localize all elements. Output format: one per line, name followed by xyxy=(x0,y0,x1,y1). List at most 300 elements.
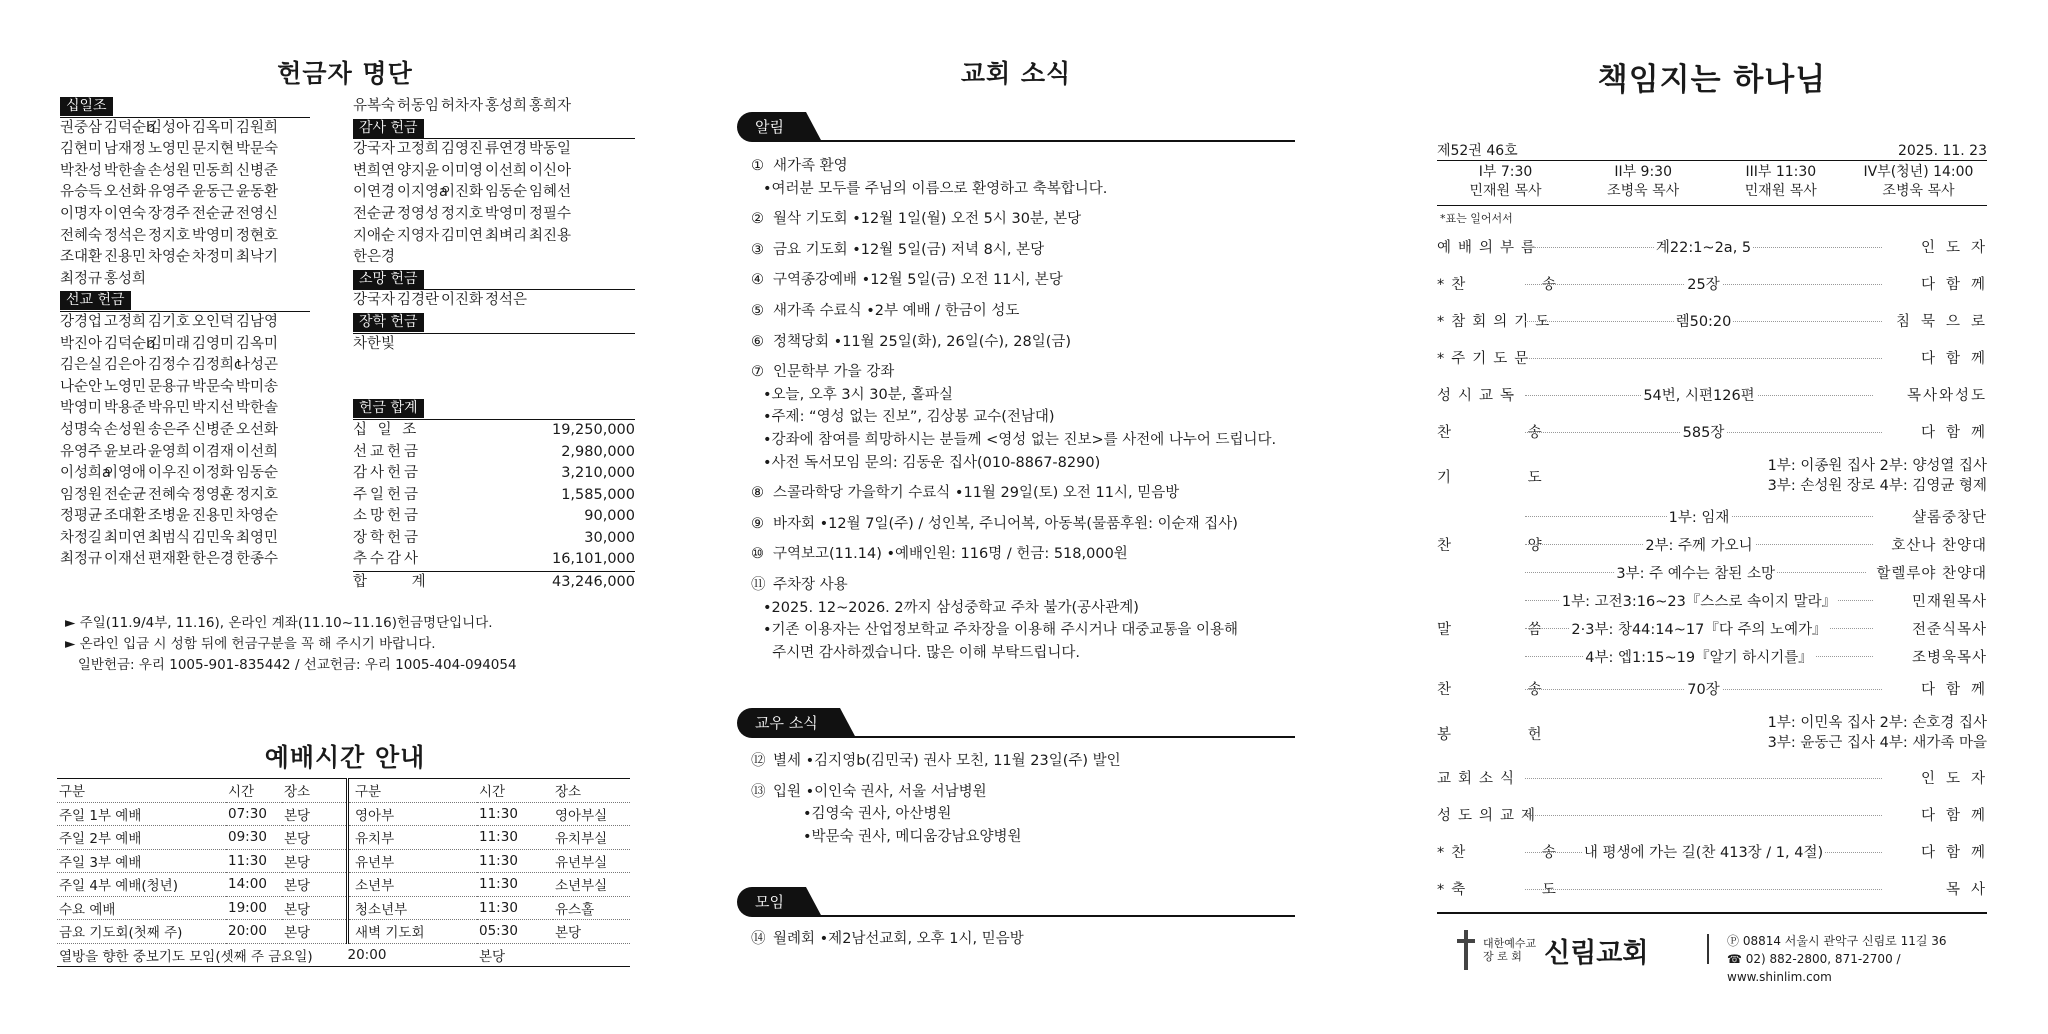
divider xyxy=(797,140,1295,142)
donor-name: 이진화 xyxy=(441,184,484,201)
donor-name: 오인덕 xyxy=(192,313,235,330)
order-content xyxy=(1515,558,1876,586)
member-news-list xyxy=(751,750,1121,856)
church-address xyxy=(1727,932,1987,986)
donor-name: 김현미 xyxy=(60,141,103,158)
order-detail: 1부: 임재 xyxy=(1667,506,1732,527)
table-cell: 본당 xyxy=(282,826,348,850)
donor-name: 김영미 xyxy=(192,335,235,352)
order-content xyxy=(1515,642,1883,670)
church-footer xyxy=(1437,912,1987,984)
donor-name: 김원희 xyxy=(236,119,279,136)
donor-name: 박진아 xyxy=(60,335,103,352)
donor-name: 전영신 xyxy=(236,205,279,222)
donor-name: 이선희 xyxy=(236,443,279,460)
col-header: 구분 xyxy=(348,779,478,803)
donor-name: 조대환 xyxy=(104,508,147,525)
notice-label: 알림 xyxy=(737,112,806,142)
donor-name: 박영미 xyxy=(60,400,103,417)
name-row xyxy=(60,247,310,269)
spacer xyxy=(751,292,1276,300)
sum-value: 3,210,000 xyxy=(561,465,635,482)
order-detail: 585장 xyxy=(1681,421,1727,442)
donor-name: 김기호 xyxy=(148,313,191,330)
item-number: ⑫ xyxy=(751,753,766,769)
donor-name: 윤영희 xyxy=(148,443,191,460)
table-cell: 주일 4부 예배(청년) xyxy=(57,873,226,897)
sum-label: 감사헌금 xyxy=(353,465,422,482)
donor-name: 정평균 xyxy=(60,508,103,525)
name-row xyxy=(353,182,635,204)
donor-name: 고정희 xyxy=(104,313,147,330)
spacer xyxy=(751,505,1276,513)
order-person-line: 1부: 이민옥 집사 2부: 손호경 집사 xyxy=(1767,715,1987,731)
order-leader: 다함께 xyxy=(1920,845,1996,861)
item-text: 스콜라학당 가을학기 수료식 •11월 29일(토) 오전 11시, 믿음방 xyxy=(773,485,1180,502)
order-label: 성도의교제 xyxy=(1437,808,1543,824)
order-person-line: 1부: 이종원 집사 2부: 양성열 집사 xyxy=(1767,458,1987,474)
sum-value: 90,000 xyxy=(584,508,635,525)
member-news-label: 교우 소식 xyxy=(737,708,840,738)
item-text: 정책당회 •11월 25일(화), 26일(수), 28일(금) xyxy=(773,333,1072,350)
sum-label: 선교헌금 xyxy=(353,443,422,460)
table-cell: 11:30 xyxy=(477,826,553,850)
order-content xyxy=(1515,339,1892,376)
table-cell: 20:00 xyxy=(348,943,478,967)
donor-name: 진용민 xyxy=(192,508,235,525)
offering-category-label: 선교 헌금 xyxy=(60,291,131,310)
table-cell: 19:00 xyxy=(226,896,282,920)
donor-name: 박문숙 xyxy=(236,141,279,158)
meeting-label: 모임 xyxy=(737,887,806,917)
sum-label: 소망헌금 xyxy=(353,508,422,525)
donor-name: 윤보라 xyxy=(104,443,147,460)
order-label: 기 도 xyxy=(1437,469,1549,486)
name-row xyxy=(60,334,310,356)
news-item xyxy=(751,269,1276,292)
donor-name: 박영미 xyxy=(192,227,235,244)
donor-name: 전순균 xyxy=(353,205,396,222)
spacer xyxy=(751,773,1121,781)
table-cell: 소년부 xyxy=(348,873,478,897)
church-logo xyxy=(1457,930,1648,970)
spacer xyxy=(751,848,1121,856)
sum-value: 16,101,000 xyxy=(551,551,635,568)
news-item xyxy=(751,208,1276,231)
table-cell: 11:30 xyxy=(226,849,282,873)
worship-schedule-table xyxy=(57,778,630,967)
donor-name: 권중삼 xyxy=(60,119,103,136)
sum-label: 추수감사 xyxy=(353,551,422,568)
donor-name: 이진화 xyxy=(441,292,484,309)
order-label: 찬 양 xyxy=(1437,538,1549,554)
sum-label: 십 일 조 xyxy=(353,421,420,438)
name-row xyxy=(60,485,310,507)
spacer xyxy=(751,200,1276,208)
order-person-line: 3부: 손성원 장로 4부: 김영균 형제 xyxy=(1767,478,1987,494)
dotted-leader xyxy=(1525,778,1882,779)
table-cell: 본당 xyxy=(282,873,348,897)
offering-category-label: 장학 헌금 xyxy=(353,313,424,332)
donor-name: 박영미 xyxy=(485,205,528,222)
item-text: 월삭 기도회 •12월 1일(월) 오전 5시 30분, 본당 xyxy=(773,211,1082,228)
name-row xyxy=(353,204,635,226)
offering-sum-row xyxy=(353,420,635,442)
order-content xyxy=(1515,759,1892,796)
donor-name: 박지선 xyxy=(192,400,235,417)
item-number: ⑬ xyxy=(751,783,766,800)
table-cell: 유년부 xyxy=(348,849,478,873)
donor-name: 진용민 xyxy=(104,249,147,266)
donor-name: 한종수 xyxy=(236,551,279,568)
notice-section-bar xyxy=(737,112,1295,142)
order-content xyxy=(1515,413,1892,450)
donor-name: 한은경 xyxy=(192,551,235,568)
dotted-leader xyxy=(1525,815,1882,816)
news-item xyxy=(751,331,1276,354)
sum-label: 주일헌금 xyxy=(353,486,422,503)
order-leader: 침묵으로 xyxy=(1895,314,1996,330)
name-row xyxy=(60,549,310,571)
spacer xyxy=(751,353,1276,361)
name-row xyxy=(60,118,310,140)
donor-name: 편재환 xyxy=(148,551,191,568)
worship-sub-row xyxy=(1437,614,1987,642)
donor-name: 손성원 xyxy=(104,421,147,438)
order-detail: 70장 xyxy=(1685,678,1721,699)
donor-name: 정현호 xyxy=(236,227,279,244)
donor-name: 이명자 xyxy=(60,205,103,222)
order-content xyxy=(1515,870,1892,907)
order-leader: 목사와성도 xyxy=(1906,388,1987,404)
item-number: ⑧ xyxy=(751,485,764,502)
order-detail: 2·3부: 창44:14~17『다 주의 노예가』 xyxy=(1569,618,1828,639)
table-cell: 유치부 xyxy=(348,826,478,850)
donor-name: 양지윤 xyxy=(397,162,440,179)
col-header: 시간 xyxy=(477,779,553,803)
offering-title: 헌금자 명단 xyxy=(277,59,413,88)
donor-name: 류연경 xyxy=(485,141,528,158)
order-content xyxy=(1515,670,1892,707)
order-content xyxy=(1515,833,1892,870)
offering-category-label: 감사 헌금 xyxy=(353,119,424,138)
item-number: ⑨ xyxy=(751,515,764,532)
table-cell: 소년부실 xyxy=(553,873,630,897)
donor-name: 강국자 xyxy=(353,292,396,309)
offering-notes xyxy=(65,613,517,676)
name-row xyxy=(60,204,310,226)
name-row xyxy=(353,334,635,356)
order-content xyxy=(1515,228,1892,265)
name-row xyxy=(60,161,310,183)
news-item xyxy=(751,781,1121,804)
table-cell: 본당 xyxy=(282,849,348,873)
item-text: 주차장 사용 xyxy=(773,576,848,593)
donor-name: 이재선 xyxy=(104,551,147,568)
donor-name: 최낙기 xyxy=(236,249,279,266)
item-text: 바자회 •12월 7일(주) / 성인복, 주니어복, 아동복(물품후원: 이순재 집사) xyxy=(773,515,1238,532)
offering-category-label: 소망 헌금 xyxy=(353,270,424,289)
item-detail: •사전 독서모임 문의: 김동운 집사(010-8867-8290) xyxy=(763,454,1101,471)
donor-name: 임혜선 xyxy=(529,184,572,201)
table-row xyxy=(57,896,630,920)
donor-name: 유복숙 xyxy=(353,98,396,114)
table-cell: 본당 xyxy=(477,943,630,967)
donor-name: 전혜숙 xyxy=(60,227,103,244)
sum-value: 19,250,000 xyxy=(551,421,635,438)
donor-name: 김정희c xyxy=(192,357,242,374)
service-times xyxy=(1437,163,1987,201)
offering-category-label: 헌금 합계 xyxy=(353,399,424,418)
note-line: ► 주일(11.9/4부, 11.16), 온라인 계좌(11.10~11.16)헌금명단입니다. xyxy=(65,615,493,631)
name-row xyxy=(60,528,310,550)
table-cell: 11:30 xyxy=(477,802,553,826)
news-item xyxy=(751,239,1276,262)
table-cell: 11:30 xyxy=(477,896,553,920)
donor-name: 문지현 xyxy=(192,141,235,158)
divider xyxy=(797,736,1295,738)
table-header-row xyxy=(57,779,630,803)
name-row xyxy=(60,398,310,420)
donor-name: 차영순 xyxy=(148,249,191,266)
divider xyxy=(797,915,1295,917)
table-cell: 본당 xyxy=(282,920,348,944)
donor-name: 최벼리 xyxy=(485,227,528,244)
donor-name: 정지호 xyxy=(236,486,279,503)
donor-name: 지애순 xyxy=(353,227,396,244)
table-row xyxy=(57,873,630,897)
donor-name: 유영주 xyxy=(60,443,103,460)
spacer xyxy=(751,231,1276,239)
order-leader: 다함께 xyxy=(1920,425,1996,441)
table-cell: 11:30 xyxy=(477,849,553,873)
donor-name: 박용준 xyxy=(104,400,147,417)
donor-name: 홍희자 xyxy=(529,98,572,114)
service-time-1: I부 7:30 민재원 목사 xyxy=(1469,164,1542,199)
donor-name: 박동일 xyxy=(529,141,572,158)
order-label: 예배의부름 xyxy=(1437,240,1543,256)
donor-name: 임동순 xyxy=(485,184,528,201)
order-detail: 2부: 주께 가오니 xyxy=(1643,534,1754,555)
order-leader: 다함께 xyxy=(1920,351,1996,367)
item-number: ⑩ xyxy=(751,546,764,563)
worship-order-row xyxy=(1437,450,1987,502)
order-leader: 민재원목사 xyxy=(1911,593,1987,610)
donor-name: 조병윤 xyxy=(148,508,191,525)
order-content xyxy=(1515,796,1892,833)
table-cell: 주일 2부 예배 xyxy=(57,826,226,850)
item-number: ⑤ xyxy=(751,302,764,319)
order-label: *주기도문 xyxy=(1437,351,1536,367)
sermon-title: 책임지는 하나님 xyxy=(1597,62,1827,98)
order-label: 찬 송 xyxy=(1437,425,1549,441)
order-content xyxy=(1515,302,1892,339)
order-leader: 목사 xyxy=(1945,882,1996,898)
item-number: ④ xyxy=(751,272,764,289)
donor-name: 강경업 xyxy=(60,313,103,330)
worship-sub-row xyxy=(1437,530,1987,558)
col-header: 장소 xyxy=(553,779,630,803)
item-text: 구역종강예배 •12월 5일(금) 오전 11시, 본당 xyxy=(773,272,1063,289)
worship-order-row xyxy=(1437,228,1996,265)
name-row xyxy=(353,161,635,183)
order-content xyxy=(1515,530,1883,558)
notice-list xyxy=(751,155,1276,672)
item-detail: •오늘, 오후 3시 30분, 홀파실 xyxy=(763,386,953,403)
donor-name: 정지호 xyxy=(441,205,484,222)
address-line: Ⓟ 08814 서울시 관악구 신림로 11길 36 xyxy=(1727,934,1947,948)
table-cell: 새벽 기도회 xyxy=(348,920,478,944)
order-leader: 샬롬중창단 xyxy=(1911,509,1987,526)
total-label: 합 계 xyxy=(353,574,446,591)
item-text: 별세 •김지영b(김민국) 권사 모친, 11월 23일(주) 발인 xyxy=(773,753,1121,769)
table-cell: 유스홀 xyxy=(553,896,630,920)
order-detail: 25장 xyxy=(1685,273,1721,294)
bulletin-date: 2025. 11. 23 xyxy=(1897,143,1987,159)
bulletin-meta xyxy=(1437,142,1987,206)
item-detail: •주제: “영성 없는 진보”, 김상봉 교수(전남대) xyxy=(763,409,1055,426)
order-detail: 4부: 엡1:15~19『알기 하시기를』 xyxy=(1583,646,1815,667)
worship-sub-row xyxy=(1437,502,1987,530)
spacer xyxy=(353,355,635,377)
worship-order-row xyxy=(1437,870,1996,907)
news-item xyxy=(751,750,1121,773)
news-item xyxy=(751,513,1276,536)
name-row xyxy=(60,463,310,485)
service-time-2: II부 9:30 조병욱 목사 xyxy=(1607,164,1680,199)
name-row xyxy=(60,139,310,161)
donor-name: 장경주 xyxy=(148,205,191,222)
stand-note: *표는 일어서서 xyxy=(1440,212,1513,225)
donor-name: 이겸재 xyxy=(192,443,235,460)
item-text: 월례회 •제2남선교회, 오후 1시, 믿음방 xyxy=(773,931,1024,947)
worship-sub-row xyxy=(1437,558,1987,586)
table-cell: 주일 3부 예배 xyxy=(57,849,226,873)
order-label: *찬 송 xyxy=(1437,845,1563,861)
offering-category-header xyxy=(353,118,635,140)
name-row xyxy=(60,442,310,464)
donor-name: 박유민 xyxy=(148,400,191,417)
donor-name: 이성희a xyxy=(60,465,111,482)
table-cell: 본당 xyxy=(282,802,348,826)
member-section-bar xyxy=(737,708,1295,738)
spacer xyxy=(751,535,1276,543)
service-time-4: IV부(청년) 14:00 조병욱 목사 xyxy=(1863,164,1974,199)
donor-name: 전혜숙 xyxy=(148,486,191,503)
news-item xyxy=(751,543,1276,566)
name-row xyxy=(60,182,310,204)
order-leader: 인도자 xyxy=(1920,240,1996,256)
donor-name: 이연경 xyxy=(353,184,396,201)
donor-name: 신병준 xyxy=(192,421,235,438)
donor-name: 전순균 xyxy=(192,205,235,222)
item-number: ⑥ xyxy=(751,333,764,350)
name-row xyxy=(60,377,310,399)
order-label: 성시교독 xyxy=(1437,388,1522,404)
worship-order-row xyxy=(1437,302,1996,339)
worship-order-group xyxy=(1437,586,1987,670)
order-content xyxy=(1515,614,1883,642)
item-detail: •2025. 12~2026. 2까지 삼성중학교 주차 불가(공사관계) xyxy=(763,599,1139,616)
note-line: ► 온라인 입금 시 성함 뒤에 헌금구분을 꼭 해 주시기 바랍니다. xyxy=(65,636,436,652)
offering-category-header xyxy=(353,269,635,291)
name-row xyxy=(60,312,310,334)
table-cell: 수요 예배 xyxy=(57,896,226,920)
offering-category-header xyxy=(353,312,635,334)
worship-order-row xyxy=(1437,670,1996,707)
donor-name: 김영진 xyxy=(441,141,484,158)
item-text: 구역보고(11.14) •예배인원: 116명 / 헌금: 518,000원 xyxy=(773,546,1128,563)
news-item xyxy=(751,574,1276,597)
col-header: 시간 xyxy=(226,779,282,803)
news-item xyxy=(751,928,1024,951)
donor-name: 이신아 xyxy=(529,162,572,179)
table-row xyxy=(57,920,630,944)
total-value: 43,246,000 xyxy=(551,574,635,591)
table-cell: 영아부 xyxy=(348,802,478,826)
offering-category-header xyxy=(60,290,310,312)
meeting-list xyxy=(751,928,1024,959)
worship-sub-row xyxy=(1437,642,1987,670)
offering-left-column xyxy=(60,96,310,571)
donor-name: 최정규 xyxy=(60,270,103,287)
donor-name: 박미송 xyxy=(236,378,279,395)
item-detail: •김영숙 권사, 아산병원 xyxy=(803,806,952,823)
donor-name: 정영성 xyxy=(397,205,440,222)
table-cell: 열방을 향한 중보기도 모임(셋째 주 금요일) xyxy=(57,943,348,967)
service-time-3: III부 11:30 민재원 목사 xyxy=(1744,164,1817,199)
order-label: *축 도 xyxy=(1437,882,1563,898)
table-cell: 청소년부 xyxy=(348,896,478,920)
worship-order-row xyxy=(1437,759,1996,796)
order-detail: 1부: 고전3:16~23『스스로 속이지 말라』 xyxy=(1560,590,1838,611)
cross-icon xyxy=(1457,930,1475,970)
news-title: 교회 소식 xyxy=(960,59,1072,88)
donor-name: 김민욱 xyxy=(192,529,235,546)
donor-name: 손성원 xyxy=(148,162,191,179)
donor-name: 변희연 xyxy=(353,162,396,179)
item-detail: •기존 이용자는 산업정보학교 주차장을 이용해 주시거나 대중교통을 이용해 xyxy=(763,622,1239,639)
donor-name: 나순안 xyxy=(60,378,103,395)
donor-name: 신병준 xyxy=(236,162,279,179)
donor-name: 정필수 xyxy=(529,205,572,222)
table-cell: 07:30 xyxy=(226,802,282,826)
item-detail: •강좌에 참여를 희망하시는 분들께 <영성 없는 진보>를 사전에 나누어 드립니다. xyxy=(763,431,1277,448)
donor-name: 김은아 xyxy=(104,357,147,374)
donor-name: 윤동환 xyxy=(236,184,279,201)
order-detail: 54번, 시편126편 xyxy=(1641,384,1756,405)
order-detail: 내 평생에 가는 길(찬 413장 / 1, 4절) xyxy=(1582,841,1825,862)
spacer xyxy=(751,474,1276,482)
offering-total-row xyxy=(353,571,635,594)
table-cell: 주일 1부 예배 xyxy=(57,802,226,826)
news-item xyxy=(751,361,1276,384)
order-detail: 렘50:20 xyxy=(1674,310,1734,331)
item-number: ⑦ xyxy=(751,364,764,381)
name-row xyxy=(353,96,635,118)
donor-name: 김성아 xyxy=(148,119,191,136)
volume-number: 제52권 46호 xyxy=(1437,143,1518,159)
order-of-worship xyxy=(1437,228,1996,907)
donor-name: 민동희 xyxy=(192,162,235,179)
spacer xyxy=(751,951,1024,959)
donor-name: 박한솔 xyxy=(236,400,279,417)
donor-name: 이정화 xyxy=(192,465,235,482)
name-row xyxy=(353,247,635,269)
order-leader: 할렐루야 찬양대 xyxy=(1876,565,1987,582)
donor-name: 강국자 xyxy=(353,141,396,158)
spacer xyxy=(353,377,635,399)
